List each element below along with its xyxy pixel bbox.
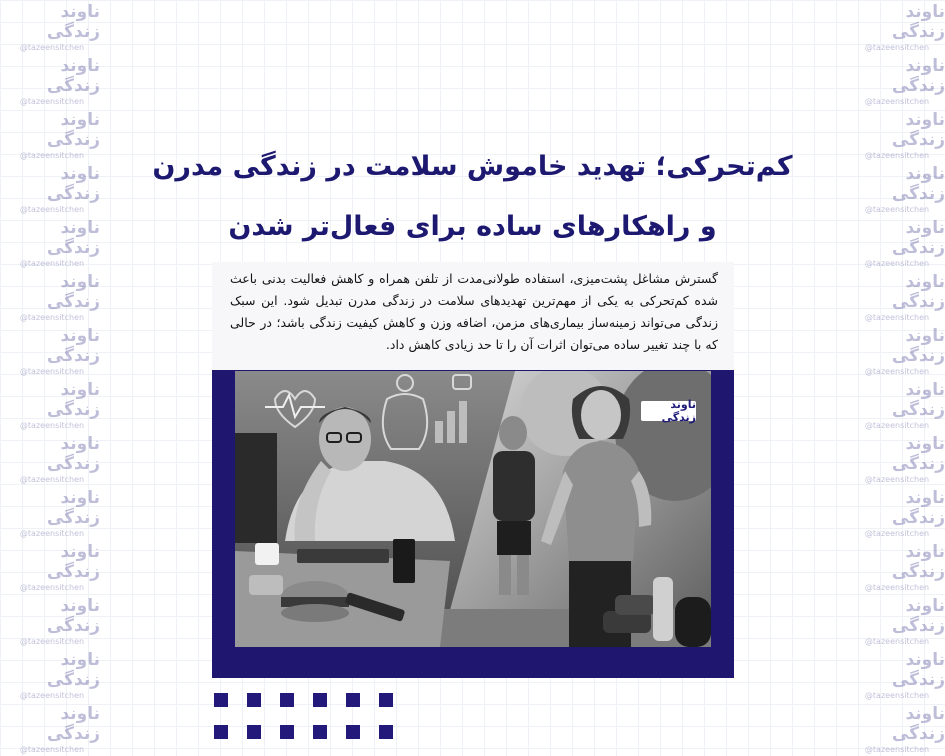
watermark-logo: ناوند زندگی xyxy=(46,164,100,204)
dot xyxy=(214,725,228,739)
watermark-logo: ناوند زندگی xyxy=(46,218,100,258)
watermark-logo: ناوند زندگی xyxy=(46,542,100,582)
watermark-logo: ناوند زندگی xyxy=(891,2,945,42)
watermark-handle: @tazeensitchen xyxy=(19,367,85,376)
watermark-handle: @tazeensitchen xyxy=(19,529,85,538)
dot xyxy=(247,693,261,707)
watermark-handle: @tazeensitchen xyxy=(864,529,930,538)
watermark-logo: ناوند زندگی xyxy=(46,650,100,690)
watermark xyxy=(849,432,945,486)
watermark xyxy=(4,54,100,108)
watermark-logo: ناوند زندگی xyxy=(46,110,100,150)
watermark xyxy=(4,648,100,702)
watermark xyxy=(4,162,100,216)
watermark xyxy=(849,486,945,540)
watermark-handle: @tazeensitchen xyxy=(864,475,930,484)
watermark-handle: @tazeensitchen xyxy=(19,313,85,322)
watermark-logo: ناوند زندگی xyxy=(891,164,945,204)
watermark-logo: ناوند زندگی xyxy=(46,326,100,366)
watermark xyxy=(4,540,100,594)
watermark-logo: ناوند زندگی xyxy=(891,110,945,150)
dot xyxy=(313,693,327,707)
watermark-logo: ناوند زندگی xyxy=(46,2,100,42)
watermark xyxy=(4,486,100,540)
watermark xyxy=(849,702,945,756)
decorative-dots xyxy=(214,693,392,739)
watermark xyxy=(4,702,100,756)
watermark-handle: @tazeensitchen xyxy=(19,475,85,484)
coffee-cup xyxy=(255,543,279,565)
keyboard xyxy=(297,549,389,563)
watermark xyxy=(849,648,945,702)
watermark-handle: @tazeensitchen xyxy=(864,637,930,646)
watermark-logo: ناوند زندگی xyxy=(46,704,100,744)
dot xyxy=(379,725,393,739)
water-bottle xyxy=(653,577,673,641)
watermark-handle: @tazeensitchen xyxy=(864,745,930,754)
watermark xyxy=(4,270,100,324)
watermark-handle: @tazeensitchen xyxy=(19,151,85,160)
computer-monitor xyxy=(235,433,277,543)
headline-line-1: کم‌تحرکی؛ تهدید خاموش سلامت در زندگی مدرن xyxy=(152,151,793,182)
watermark-handle: @tazeensitchen xyxy=(864,151,930,160)
soda-glass xyxy=(393,539,415,583)
watermark xyxy=(4,324,100,378)
dot xyxy=(214,693,228,707)
watermark-logo: ناوند زندگی xyxy=(891,596,945,636)
comparison-photo xyxy=(235,371,711,647)
watermark xyxy=(849,216,945,270)
watermark-logo: ناوند زندگی xyxy=(46,488,100,528)
watermark-handle: @tazeensitchen xyxy=(864,313,930,322)
watermark xyxy=(4,594,100,648)
watermark-handle: @tazeensitchen xyxy=(19,259,85,268)
watermark-logo: ناوند زندگی xyxy=(46,380,100,420)
dot xyxy=(247,725,261,739)
watermark-handle: @tazeensitchen xyxy=(19,637,85,646)
fries xyxy=(249,575,283,595)
watermark xyxy=(849,540,945,594)
watermark xyxy=(4,108,100,162)
watermark xyxy=(849,378,945,432)
watermark xyxy=(4,0,100,54)
watermark xyxy=(849,594,945,648)
brand-logo-badge: ناوند زندگی xyxy=(641,401,696,421)
watermark-handle: @tazeensitchen xyxy=(864,97,930,106)
watermark-handle: @tazeensitchen xyxy=(864,583,930,592)
watermark-handle: @tazeensitchen xyxy=(19,421,85,430)
watermark-logo: ناوند زندگی xyxy=(891,542,945,582)
watermark-logo: ناوند زندگی xyxy=(891,434,945,474)
watermark xyxy=(849,0,945,54)
watermark-handle: @tazeensitchen xyxy=(19,205,85,214)
watermark-logo: ناوند زندگی xyxy=(891,704,945,744)
watermark xyxy=(4,216,100,270)
watermark-handle: @tazeensitchen xyxy=(864,43,930,52)
watermark xyxy=(849,162,945,216)
article-intro: گسترش مشاغل پشت‌میزی، استفاده طولانی‌مدت از تلفن همراه و کاهش فعالیت بدنی باعث شده کم‌تحرکی به یکی از مهم‌ترین تهدیدهای سلامت در زندگی مدرن تبدیل شود. این سبک زندگی می‌تواند زمینه‌ساز بیماری‌های مزمن، اضافه وزن و کاهش کیفیت زندگی باشد؛ در حالی که با چند تغییر ساده می‌توان اثرات آن را تا حد زیادی کاهش داد. xyxy=(230,271,718,352)
watermark xyxy=(849,324,945,378)
watermark xyxy=(849,270,945,324)
watermark xyxy=(4,432,100,486)
dot xyxy=(346,693,360,707)
watermark-handle: @tazeensitchen xyxy=(864,421,930,430)
watermark-handle: @tazeensitchen xyxy=(864,205,930,214)
watermark-logo: ناوند زندگی xyxy=(46,272,100,312)
watermark-logo: ناوند زندگی xyxy=(46,434,100,474)
watermark-logo: ناوند زندگی xyxy=(891,326,945,366)
watermark-handle: @tazeensitchen xyxy=(864,367,930,376)
watermark-handle: @tazeensitchen xyxy=(19,43,85,52)
watermark xyxy=(849,54,945,108)
watermark xyxy=(4,378,100,432)
yoga-mat xyxy=(675,597,711,647)
watermark xyxy=(849,108,945,162)
watermark-logo: ناوند زندگی xyxy=(891,56,945,96)
watermark-handle: @tazeensitchen xyxy=(19,583,85,592)
watermark-logo: ناوند زندگی xyxy=(46,56,100,96)
watermark-handle: @tazeensitchen xyxy=(19,691,85,700)
watermark-column-right xyxy=(849,0,945,756)
watermark-logo: ناوند زندگی xyxy=(891,272,945,312)
watermark-column-left xyxy=(4,0,100,756)
dot xyxy=(379,693,393,707)
watermark-handle: @tazeensitchen xyxy=(864,259,930,268)
dot xyxy=(346,725,360,739)
dot xyxy=(280,725,294,739)
watermark-logo: ناوند زندگی xyxy=(891,380,945,420)
dot xyxy=(280,693,294,707)
watermark-logo: ناوند زندگی xyxy=(891,488,945,528)
watermark-handle: @tazeensitchen xyxy=(19,97,85,106)
watermark-logo: ناوند زندگی xyxy=(46,596,100,636)
watermark-logo: ناوند زندگی xyxy=(891,218,945,258)
watermark-logo: ناوند زندگی xyxy=(891,650,945,690)
burger xyxy=(281,581,349,622)
watermark-handle: @tazeensitchen xyxy=(864,691,930,700)
watermark-handle: @tazeensitchen xyxy=(19,745,85,754)
dot xyxy=(313,725,327,739)
headline-line-2: و راهکارهای ساده برای فعال‌تر شدن xyxy=(228,211,717,242)
